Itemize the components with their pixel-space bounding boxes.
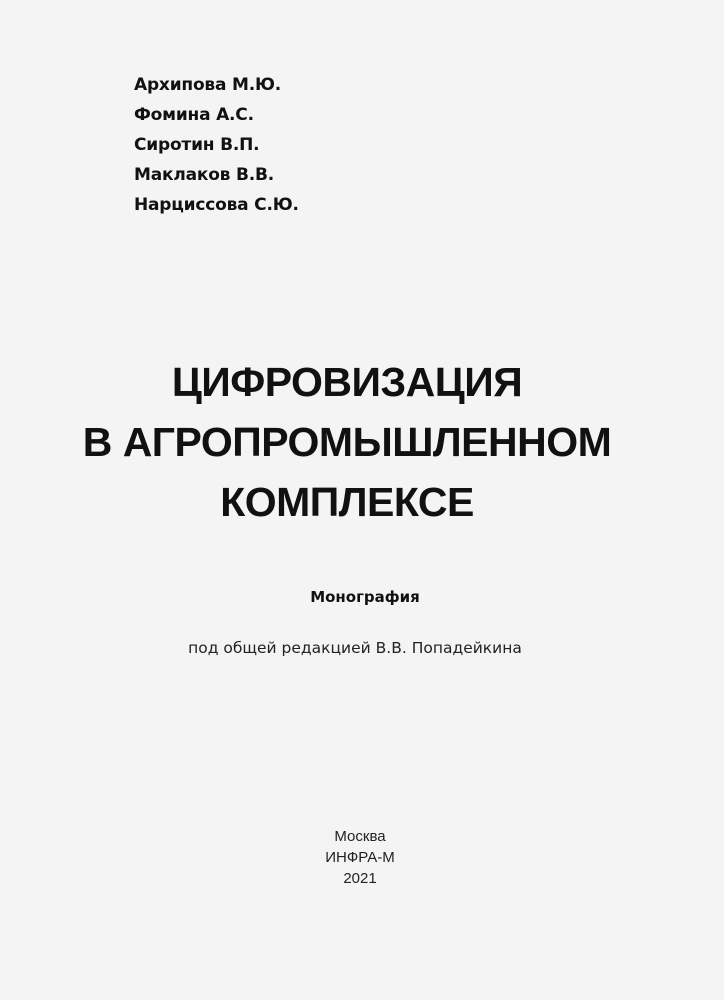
imprint [0,826,720,889]
author-name: Нарциссова С.Ю. [134,195,299,215]
imprint-year: 2021 [343,870,377,887]
book-title-line: КОМПЛЕКСЕ [220,479,474,525]
author-list [134,70,299,220]
book-title-line: ЦИФРОВИЗАЦИЯ [171,359,523,405]
imprint-publisher: ИНФРА-М [325,849,395,866]
editor-line: под общей редакцией В.В. Попадейкина [188,639,522,657]
imprint-city: Москва [334,828,386,845]
genre-label: Монография [310,588,420,606]
book-title-line: В АГРОПРОМЫШЛЕННОМ [82,419,612,465]
author-name: Сиротин В.П. [134,135,260,155]
author-name: Архипова М.Ю. [134,75,281,95]
book-title [0,352,694,532]
author-name: Маклаков В.В. [134,165,274,185]
author-name: Фомина А.С. [134,105,254,125]
